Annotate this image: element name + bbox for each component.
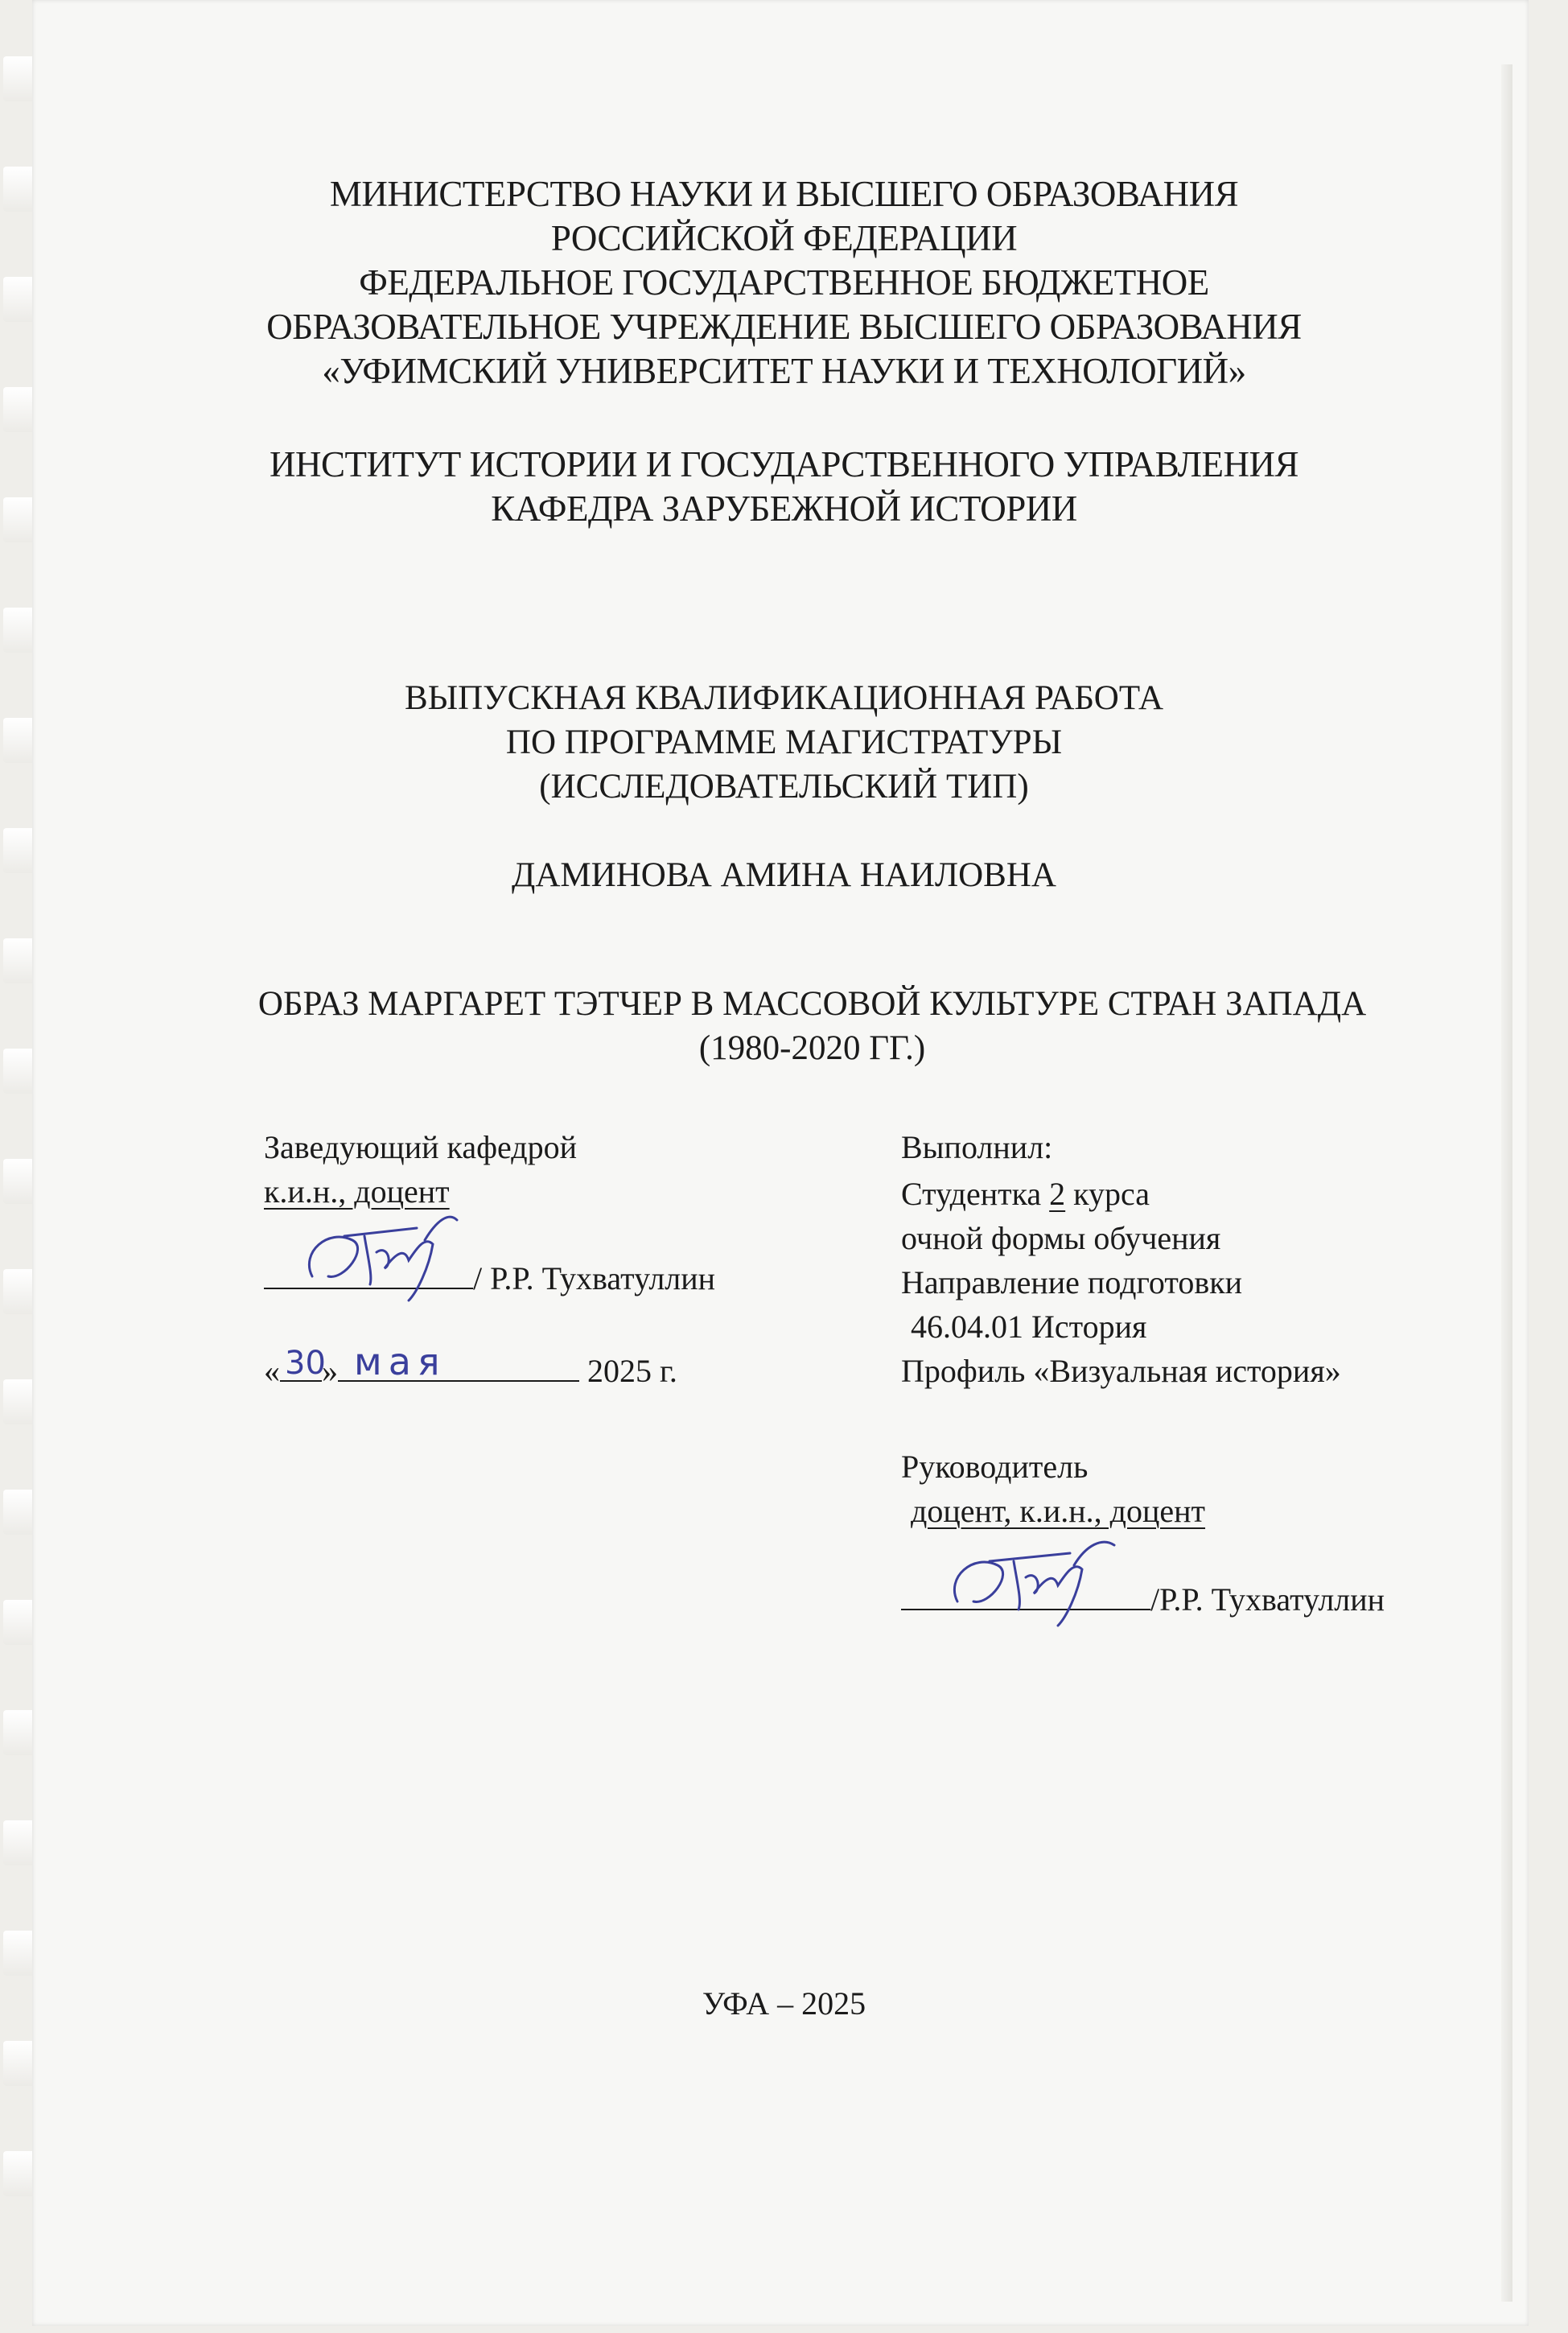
institute-header [0, 443, 1568, 531]
date-day-field [280, 1345, 326, 1382]
work-type-line: ПО ПРОГРАММЕ МАГИСТРАТУРЫ [505, 723, 1063, 761]
supervisor-degree: доцент, к.и.н., доцент [911, 1493, 1206, 1529]
supervisor-signature-scribble [941, 1525, 1134, 1630]
ministry-header [0, 172, 1568, 394]
department-line: КАФЕДРА ЗАРУБЕЖНОЙ ИСТОРИИ [491, 488, 1077, 529]
ministry-line: «УФИМСКИЙ УНИВЕРСИТЕТ НАУКИ И ТЕХНОЛОГИЙ» [322, 351, 1246, 391]
ministry-line: ОБРАЗОВАТЕЛЬНОЕ УЧРЕЖДЕНИЕ ВЫСШЕГО ОБРАЗОВАНИЯ [266, 307, 1302, 347]
author-block [0, 853, 1568, 897]
signature-scribble [296, 1204, 481, 1309]
approval-block [264, 1125, 811, 1389]
executor-block [901, 1125, 1480, 1618]
student-label: Студентка [901, 1176, 1050, 1212]
page-edge [1501, 64, 1512, 2302]
direction-code: 46.04.01 История [911, 1309, 1147, 1345]
supervisor-signer: /Р.Р. Тухватуллин [1150, 1581, 1385, 1618]
institute-line: ИНСТИТУТ ИСТОРИИ И ГОСУДАРСТВЕННОГО УПРАВЛЕНИЯ [269, 444, 1299, 484]
signature-line [264, 1252, 473, 1289]
course-label: курса [1065, 1176, 1150, 1212]
work-type [0, 676, 1568, 809]
executor-label: Выполнил: [901, 1129, 1053, 1165]
date-day: 30 [285, 1345, 326, 1382]
date-close-quote: » [322, 1353, 338, 1389]
work-type-line: ВЫПУСКНАЯ КВАЛИФИКАЦИОННАЯ РАБОТА [404, 679, 1164, 717]
footer [0, 1981, 1568, 2026]
study-form: очной формы обучения [901, 1220, 1221, 1256]
direction-label: Направление подготовки [901, 1264, 1243, 1300]
supervisor-label: Руководитель [901, 1449, 1089, 1485]
date-open-quote: « [264, 1353, 280, 1389]
ministry-line: ФЕДЕРАЛЬНОЕ ГОСУДАРСТВЕННОЕ БЮДЖЕТНОЕ [359, 262, 1209, 303]
date-month: мая [354, 1340, 447, 1383]
work-type-line: (ИССЛЕДОВАТЕЛЬСКИЙ ТИП) [539, 768, 1029, 806]
thesis-years: (1980-2020 ГГ.) [698, 1029, 926, 1067]
approval-date [264, 1340, 811, 1389]
ministry-line: РОССИЙСКОЙ ФЕДЕРАЦИИ [550, 218, 1018, 258]
profile: Профиль «Визуальная история» [901, 1353, 1341, 1389]
ministry-line: МИНИСТЕРСТВО НАУКИ И ВЫСШЕГО ОБРАЗОВАНИЯ [329, 174, 1239, 214]
city-year: УФА – 2025 [702, 1985, 866, 2022]
course-number: 2 [1049, 1176, 1066, 1212]
thesis-title-line: ОБРАЗ МАРГАРЕТ ТЭТЧЕР В МАССОВОЙ КУЛЬТУРЕ СТРАН ЗАПАДА [257, 985, 1367, 1023]
approval-role: Заведующий кафедрой [264, 1129, 578, 1165]
date-year: 2025 г. [587, 1353, 677, 1389]
thesis-title [0, 982, 1568, 1070]
supervisor-signature-line [901, 1573, 1150, 1610]
approval-degree: к.и.н., доцент [264, 1173, 450, 1210]
author-name: ДАМИНОВА АМИНА НАИЛОВНА [512, 856, 1056, 894]
date-month-field [338, 1340, 579, 1383]
approval-signer: / Р.Р. Тухватуллин [473, 1260, 716, 1296]
student-course [901, 1172, 1480, 1216]
